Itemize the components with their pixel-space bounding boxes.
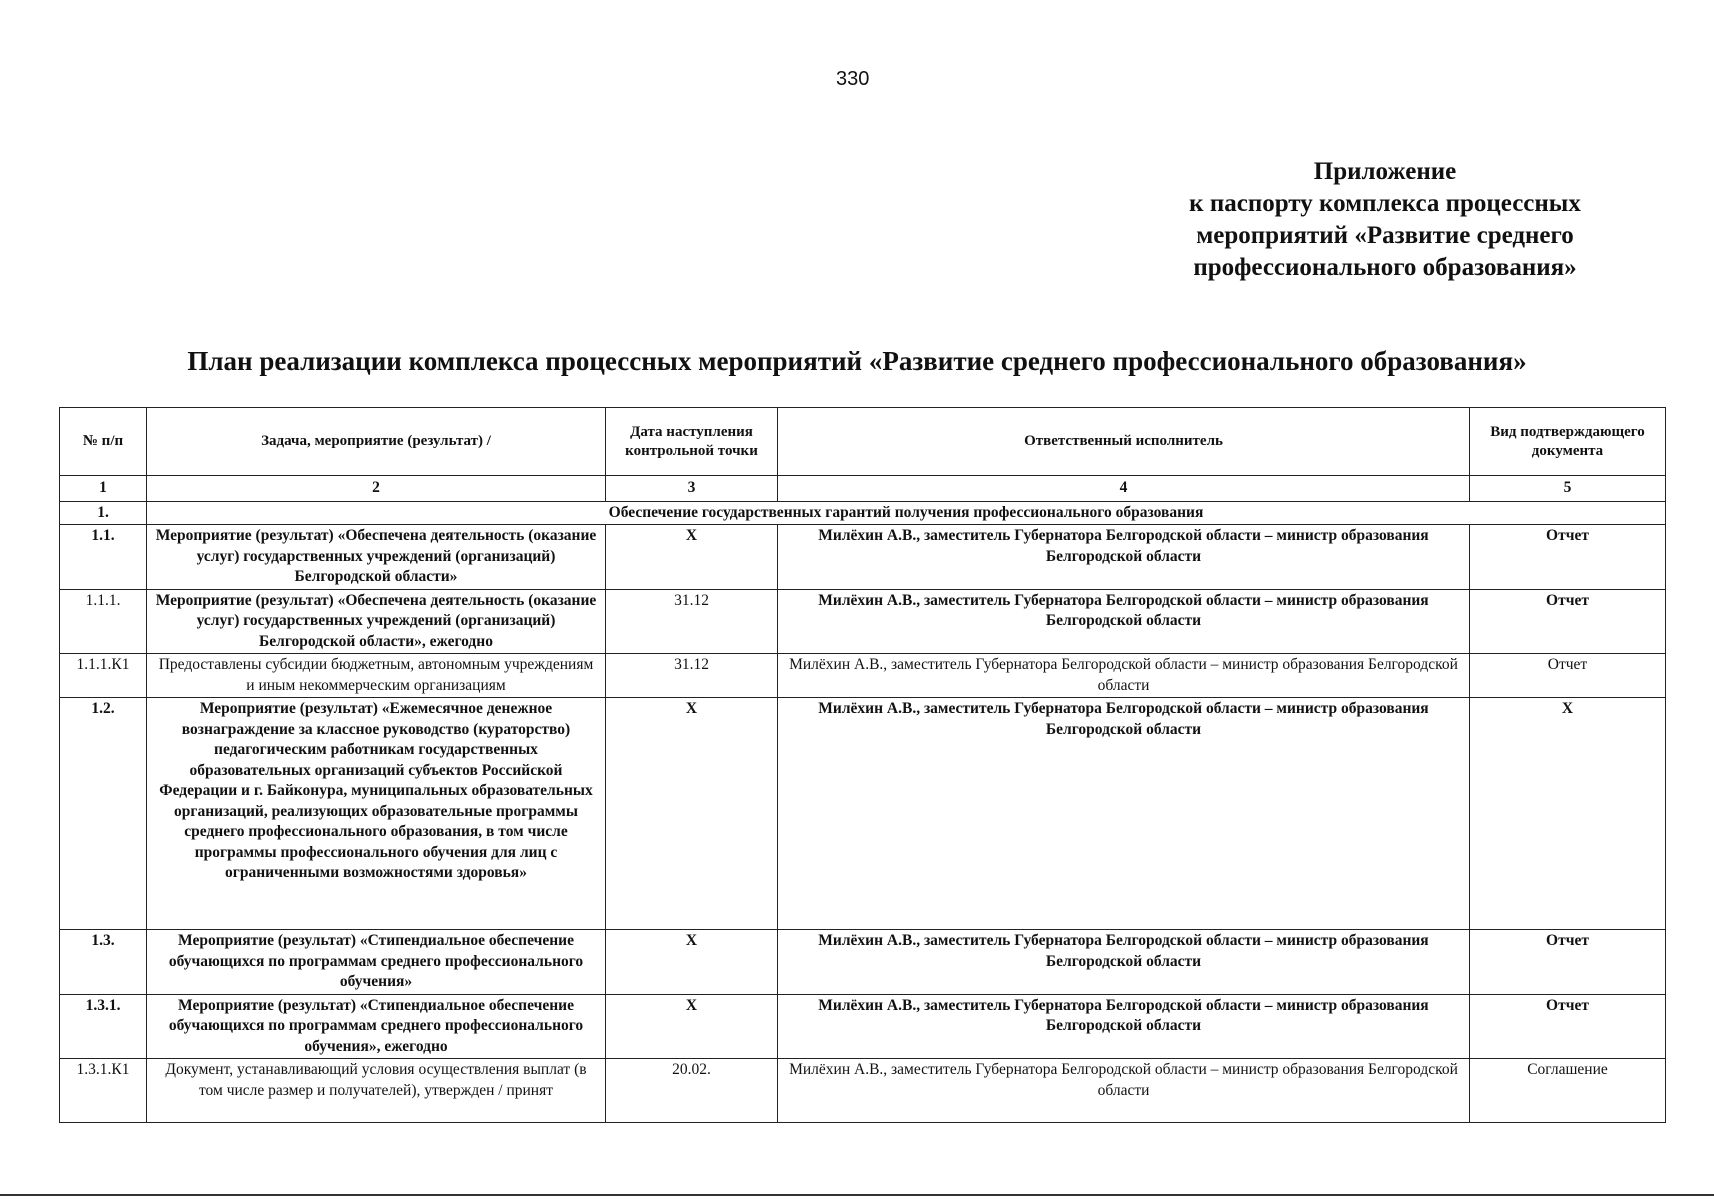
row-task: Мероприятие (результат) «Обеспечена деятельность (оказание услуг) государственных учреждений (организаций) Белгородской области» [147,525,606,590]
section-title: Обеспечение государственных гарантий получения профессионального образования [147,501,1666,525]
row-date: X [606,525,778,590]
row-task: Предоставлены субсидии бюджетным, автономным учреждениям и иным некоммерческим организациям [147,654,606,698]
table-row [60,525,1666,590]
section-num: 1. [60,501,147,525]
column-number: 2 [147,476,606,502]
row-doc: Отчет [1470,589,1666,654]
row-date: X [606,698,778,930]
row-task: Мероприятие (результат) «Стипендиальное обеспечение обучающихся по программам среднего профессионального обучения» [147,930,606,995]
table-row [60,654,1666,698]
row-num: 1.3.1.К1 [60,1059,147,1123]
column-number: 5 [1470,476,1666,502]
row-num: 1.1.1.К1 [60,654,147,698]
appendix-line: Приложение [1313,158,1457,185]
row-date: 20.02. [606,1059,778,1123]
row-doc: Отчет [1470,525,1666,590]
column-number-row [60,476,1666,502]
header-num: № п/п [60,408,147,476]
row-executor: Милёхин А.В., заместитель Губернатора Белгородской области – министр образования Белгородской области [778,654,1470,698]
document-title: План реализации комплекса процессных мероприятий «Развитие среднего профессионального образования» [187,346,1527,376]
bottom-edge-line [0,1194,1714,1196]
section-row [60,501,1666,525]
row-num: 1.1.1. [60,589,147,654]
row-doc: X [1470,698,1666,930]
row-executor: Милёхин А.В., заместитель Губернатора Белгородской области – министр образования Белгородской области [778,1059,1470,1123]
row-num: 1.3. [60,930,147,995]
table-header-row [60,408,1666,476]
plan-table [59,407,1666,1123]
header-doc: Вид подтверждающего документа [1470,408,1666,476]
row-date: 31.12 [606,654,778,698]
row-date: X [606,930,778,995]
table-row [60,698,1666,930]
appendix-line: профессионального образования» [1193,254,1577,281]
table-row [60,589,1666,654]
header-date: Дата наступления контрольной точки [606,408,778,476]
row-num: 1.2. [60,698,147,930]
row-executor: Милёхин А.В., заместитель Губернатора Белгородской области – министр образования Белгородской области [778,930,1470,995]
row-doc: Соглашение [1470,1059,1666,1123]
table-row [60,994,1666,1059]
row-num: 1.3.1. [60,994,147,1059]
header-task: Задача, мероприятие (результат) / [147,408,606,476]
row-doc: Отчет [1470,994,1666,1059]
row-executor: Милёхин А.В., заместитель Губернатора Белгородской области – министр образования Белгородской области [778,994,1470,1059]
row-num: 1.1. [60,525,147,590]
appendix-heading [1155,156,1615,284]
table-row [60,930,1666,995]
row-task: Мероприятие (результат) «Стипендиальное обеспечение обучающихся по программам среднего профессионального обучения», ежегодно [147,994,606,1059]
row-date: 31.12 [606,589,778,654]
row-task: Мероприятие (результат) «Ежемесячное денежное вознаграждение за классное руководство (кураторство) педагогическим работникам государственных образовательных организаций субъектов Российской Федерации и г. Байконура, муниципальных образовательных организаций, реализующих образовательные программы среднего профессионального образования, в том числе программы профессионального обучения для лиц с ограниченными возможностями здоровья» [147,698,606,930]
row-doc: Отчет [1470,930,1666,995]
row-doc: Отчет [1470,654,1666,698]
row-executor: Милёхин А.В., заместитель Губернатора Белгородской области – министр образования Белгородской области [778,589,1470,654]
column-number: 3 [606,476,778,502]
column-number: 4 [778,476,1470,502]
row-task: Документ, устанавливающий условия осуществления выплат (в том числе размер и получателей), утвержден / принят [147,1059,606,1123]
header-executor: Ответственный исполнитель [778,408,1470,476]
row-executor: Милёхин А.В., заместитель Губернатора Белгородской области – министр образования Белгородской области [778,698,1470,930]
page-number: 330 [836,68,870,90]
appendix-line: мероприятий «Развитие среднего [1196,222,1574,249]
row-executor: Милёхин А.В., заместитель Губернатора Белгородской области – министр образования Белгородской области [778,525,1470,590]
row-date: X [606,994,778,1059]
row-task: Мероприятие (результат) «Обеспечена деятельность (оказание услуг) государственных учреждений (организаций) Белгородской области», ежегодно [147,589,606,654]
table-row [60,1059,1666,1123]
column-number: 1 [60,476,147,502]
appendix-line: к паспорту комплекса процессных [1189,190,1581,217]
